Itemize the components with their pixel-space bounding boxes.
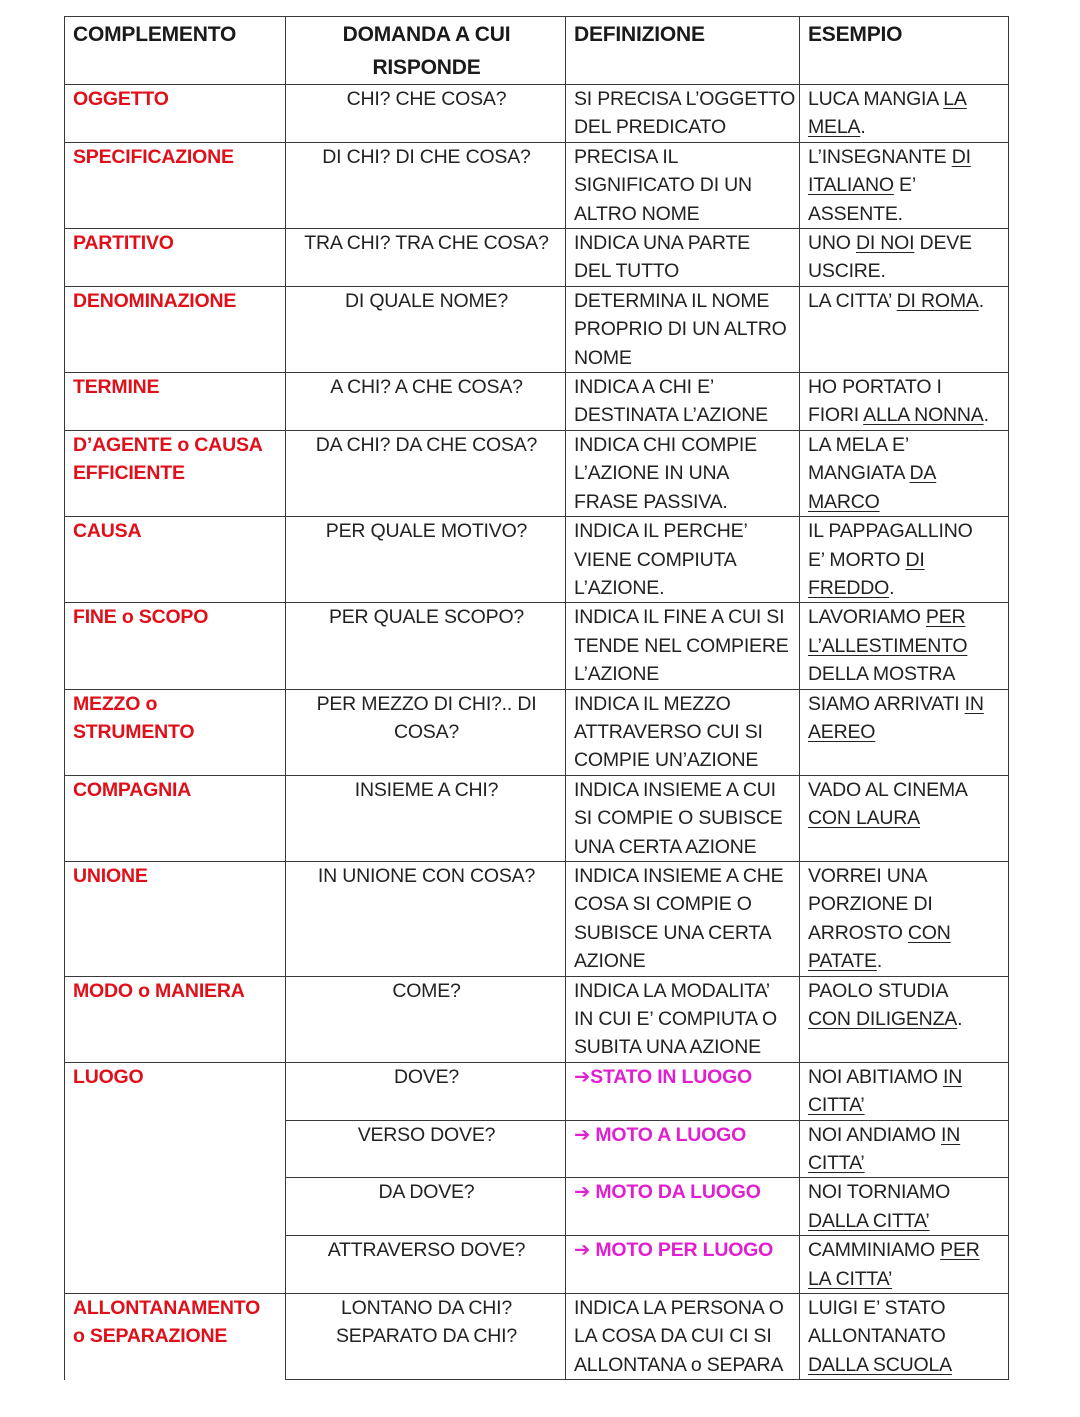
example-line xyxy=(808,546,1002,574)
luogo-type-label: ➔ MOTO A LUOGO xyxy=(574,1123,747,1146)
question-cell xyxy=(286,85,566,143)
example-text: . xyxy=(978,289,984,312)
example-highlight: PER xyxy=(925,606,966,629)
example-cell xyxy=(800,689,1009,775)
complement-name-line: DENOMINAZIONE xyxy=(73,289,237,312)
example-line xyxy=(808,1091,1002,1119)
example-highlight: LA xyxy=(943,88,967,110)
example-line xyxy=(808,200,1002,228)
example-text: LUCA MANGIA xyxy=(808,88,944,110)
question-line: DI CHI? DI CHE COSA? xyxy=(322,145,531,168)
example-line xyxy=(808,257,1002,285)
complement-name xyxy=(65,603,286,689)
question-cell xyxy=(286,229,566,287)
example-text: LA MELA E’ xyxy=(808,433,909,456)
question-line: INSIEME A CHI? xyxy=(354,778,499,801)
definition-cell xyxy=(566,1294,800,1380)
definition-cell xyxy=(566,1178,800,1236)
question-line: IN UNIONE CON COSA? xyxy=(317,864,536,887)
example-line xyxy=(808,1236,1002,1264)
example-highlight: DI xyxy=(951,145,971,168)
complementi-table xyxy=(64,16,1009,1380)
question-cell xyxy=(286,976,566,1062)
definition-line: ATTRAVERSO CUI SI xyxy=(574,720,763,743)
definition-line: DEL TUTTO xyxy=(574,260,680,283)
definition-cell xyxy=(566,517,800,603)
definition-cell xyxy=(566,373,800,431)
complement-name-line: SPECIFICAZIONE xyxy=(73,145,234,168)
example-text: E’ xyxy=(893,174,916,197)
complement-name-line: OGGETTO xyxy=(73,88,169,110)
example-line xyxy=(808,171,1002,199)
definition-cell xyxy=(566,775,800,861)
complement-name-luogo xyxy=(65,1062,286,1293)
definition-cell xyxy=(566,603,800,689)
table-row-luogo xyxy=(65,1062,1009,1120)
example-text: UNO xyxy=(808,232,856,255)
complement-name-line: o SEPARAZIONE xyxy=(73,1325,228,1348)
definition-line: INDICA INSIEME A CUI xyxy=(574,778,776,801)
example-highlight: CON xyxy=(907,921,951,944)
question-line: TRA CHI? TRA CHE COSA? xyxy=(304,232,549,255)
definition-line: PROPRIO DI UN ALTRO xyxy=(574,318,787,341)
definition-line: INDICA IL MEZZO xyxy=(574,692,731,715)
example-cell xyxy=(800,1178,1009,1236)
example-line xyxy=(808,287,1002,315)
complement-name-line: D’AGENTE o CAUSA xyxy=(73,433,263,456)
complement-name xyxy=(65,517,286,603)
header-complemento: COMPLEMENTO xyxy=(65,17,286,85)
table-row xyxy=(65,517,1009,603)
example-highlight: AEREO xyxy=(808,720,876,743)
question-line: PER QUALE SCOPO? xyxy=(328,606,525,629)
question-line: A CHI? A CHE COSA? xyxy=(330,376,523,399)
example-highlight: CON DILIGENZA xyxy=(808,1008,958,1030)
definition-line: INDICA IL FINE A CUI SI xyxy=(574,606,785,629)
example-line xyxy=(808,1322,1002,1350)
example-cell xyxy=(800,517,1009,603)
example-line xyxy=(808,488,1002,516)
example-text: . xyxy=(860,116,866,139)
definition-cell xyxy=(566,976,800,1062)
complement-name xyxy=(65,373,286,431)
example-line xyxy=(808,1351,1002,1379)
example-text: LAVORIAMO xyxy=(808,606,926,629)
example-cell xyxy=(800,85,1009,143)
definition-line: INDICA CHI COMPIE xyxy=(574,433,757,456)
example-highlight: DI xyxy=(905,548,925,571)
question-cell xyxy=(286,603,566,689)
example-line xyxy=(808,574,1002,602)
question-cell xyxy=(286,861,566,976)
complement-name-line: MODO o MANIERA xyxy=(73,979,245,1002)
table-row xyxy=(65,689,1009,775)
complement-name-line: PARTITIVO xyxy=(73,232,174,255)
question-cell xyxy=(286,1178,566,1236)
example-line xyxy=(808,1121,1002,1149)
definition-line: UNA CERTA AZIONE xyxy=(574,835,757,858)
example-highlight: DA xyxy=(909,462,937,485)
table-row xyxy=(65,976,1009,1062)
question-cell xyxy=(286,373,566,431)
example-text: . xyxy=(889,576,895,599)
example-text: . xyxy=(957,1008,963,1030)
complement-name-line: COMPAGNIA xyxy=(73,778,192,801)
complement-name-line: TERMINE xyxy=(73,376,160,399)
question-line: DI QUALE NOME? xyxy=(345,289,508,312)
example-cell xyxy=(800,430,1009,516)
definition-line: IN CUI E’ COMPIUTA O xyxy=(574,1008,777,1030)
definition-line: NOME xyxy=(574,346,632,369)
definition-line: SUBITA UNA AZIONE xyxy=(574,1036,761,1059)
example-highlight: FREDDO xyxy=(808,576,890,599)
question-cell xyxy=(286,1236,566,1294)
definition-line: INDICA INSIEME A CHE xyxy=(574,864,784,887)
question-cell xyxy=(286,775,566,861)
example-line xyxy=(808,431,1002,459)
question-cell xyxy=(286,142,566,228)
header-row xyxy=(65,17,1009,85)
example-text: ALLONTANATO xyxy=(808,1325,946,1348)
example-line xyxy=(808,718,1002,746)
example-line xyxy=(808,459,1002,487)
definition-line: AZIONE xyxy=(574,950,646,973)
question-line: PER MEZZO DI CHI?.. DI xyxy=(316,692,537,715)
example-cell xyxy=(800,286,1009,372)
question-line: DOVE? xyxy=(393,1065,460,1088)
example-highlight: CITTA’ xyxy=(808,1152,865,1175)
example-highlight: ITALIANO xyxy=(808,174,894,197)
example-highlight: IN xyxy=(941,1123,961,1146)
complement-name xyxy=(65,1294,286,1380)
example-line xyxy=(808,85,1002,113)
example-cell xyxy=(800,861,1009,976)
definition-cell xyxy=(566,286,800,372)
definition-line: L’AZIONE IN UNA xyxy=(574,462,730,485)
luogo-type-label: ➔ MOTO DA LUOGO xyxy=(574,1181,761,1204)
complement-name xyxy=(65,142,286,228)
example-text: SIAMO ARRIVATI xyxy=(808,692,965,715)
header-domanda xyxy=(286,17,566,85)
definition-line: INDICA IL PERCHE’ xyxy=(574,520,748,543)
definition-line: TENDE NEL COMPIERE xyxy=(574,634,789,657)
example-line xyxy=(808,690,1002,718)
example-line xyxy=(808,517,1002,545)
example-cell xyxy=(800,1294,1009,1380)
question-cell xyxy=(286,689,566,775)
example-text: L’INSEGNANTE xyxy=(808,145,952,168)
definition-line: VIENE COMPIUTA xyxy=(574,548,737,571)
table-row xyxy=(65,775,1009,861)
example-text: . xyxy=(983,404,989,427)
example-line xyxy=(808,401,1002,429)
table-row xyxy=(65,1294,1009,1380)
table-row xyxy=(65,430,1009,516)
example-text: DEVE xyxy=(914,232,972,255)
example-text: . xyxy=(876,950,883,973)
definition-line: INDICA A CHI E’ xyxy=(574,376,715,399)
complement-name-line: LUOGO xyxy=(73,1065,144,1088)
definition-line: INDICA LA MODALITA’ xyxy=(574,979,770,1002)
definition-line: L’AZIONE xyxy=(574,663,660,686)
definition-line: DEL PREDICATO xyxy=(574,116,726,139)
example-line xyxy=(808,1005,1002,1033)
example-highlight: DI ROMA xyxy=(896,289,979,312)
example-text: LUIGI E’ STATO xyxy=(808,1297,946,1320)
definition-cell xyxy=(566,430,800,516)
table-row xyxy=(65,142,1009,228)
definition-line: L’AZIONE. xyxy=(574,576,665,599)
definition-line: COSA SI COMPIE O xyxy=(574,893,752,916)
example-highlight: LA CITTA’ xyxy=(808,1267,893,1290)
definition-cell xyxy=(566,861,800,976)
luogo-type-label: ➔STATO IN LUOGO xyxy=(574,1065,753,1088)
table-row xyxy=(65,85,1009,143)
example-cell xyxy=(800,1062,1009,1120)
question-line: SEPARATO DA CHI? xyxy=(335,1325,518,1348)
example-text: NOI ANDIAMO xyxy=(808,1123,942,1146)
example-line xyxy=(808,919,1002,947)
table-body xyxy=(65,17,1009,1380)
table-row xyxy=(65,373,1009,431)
example-line xyxy=(808,1294,1002,1322)
complement-name-line: STRUMENTO xyxy=(73,720,195,743)
luogo-type-label: ➔ MOTO PER LUOGO xyxy=(574,1239,774,1262)
definition-cell xyxy=(566,1062,800,1120)
example-highlight: ALLA NONNA xyxy=(863,404,984,427)
complement-name xyxy=(65,861,286,976)
example-line xyxy=(808,373,1002,401)
question-cell xyxy=(286,1294,566,1380)
complement-name xyxy=(65,430,286,516)
question-cell xyxy=(286,1062,566,1120)
definition-line: PRECISA IL xyxy=(574,145,679,168)
definition-cell xyxy=(566,1236,800,1294)
example-highlight: DI NOI xyxy=(855,232,915,255)
definition-cell xyxy=(566,85,800,143)
complement-name-line: UNIONE xyxy=(73,864,148,887)
example-cell xyxy=(800,142,1009,228)
example-line xyxy=(808,1265,1002,1293)
definition-line: SUBISCE UNA CERTA xyxy=(574,921,772,944)
example-highlight: PATATE xyxy=(808,950,877,973)
example-line xyxy=(808,143,1002,171)
question-line: PER QUALE MOTIVO? xyxy=(325,520,528,543)
example-line xyxy=(808,977,1002,1005)
example-text: FIORI xyxy=(808,404,864,427)
complement-name xyxy=(65,286,286,372)
question-line: DA CHI? DA CHE COSA? xyxy=(315,433,538,456)
example-line xyxy=(808,804,1002,832)
example-line xyxy=(808,603,1002,631)
example-highlight: PER xyxy=(940,1239,980,1262)
complement-name xyxy=(65,775,286,861)
complement-name-line: CAUSA xyxy=(73,520,142,543)
example-highlight: CON LAURA xyxy=(808,807,920,830)
question-cell xyxy=(286,1120,566,1178)
header-definizione: DEFINIZIONE xyxy=(566,17,800,85)
example-cell xyxy=(800,775,1009,861)
question-cell xyxy=(286,430,566,516)
table-row xyxy=(65,861,1009,976)
header-esempio: ESEMPIO xyxy=(800,17,1009,85)
example-highlight: DALLA SCUOLA xyxy=(808,1353,952,1376)
header-domanda-line: RISPONDE xyxy=(372,56,481,79)
definition-line: DETERMINA IL NOME xyxy=(574,289,770,312)
example-line xyxy=(808,113,1002,141)
example-cell xyxy=(800,373,1009,431)
example-highlight: MELA xyxy=(808,116,861,139)
question-line: ATTRAVERSO DOVE? xyxy=(327,1239,526,1262)
example-line xyxy=(808,890,1002,918)
example-line xyxy=(808,632,1002,660)
example-text: ARROSTO xyxy=(808,921,908,944)
example-text: PAOLO STUDIA xyxy=(808,979,949,1002)
question-line: DA DOVE? xyxy=(378,1181,475,1204)
complement-name xyxy=(65,689,286,775)
complement-name-line: FINE o SCOPO xyxy=(73,606,209,629)
definition-line: SI COMPIE O SUBISCE xyxy=(574,807,783,830)
definition-line: ALTRO NOME xyxy=(574,202,700,225)
example-cell xyxy=(800,976,1009,1062)
complement-name xyxy=(65,85,286,143)
complement-name xyxy=(65,976,286,1062)
example-line xyxy=(808,660,1002,688)
example-line xyxy=(808,1149,1002,1177)
example-text: LA CITTA’ xyxy=(808,289,897,312)
complement-name-line: ALLONTANAMENTO xyxy=(73,1297,261,1320)
question-line: COME? xyxy=(392,979,461,1002)
example-line xyxy=(808,1207,1002,1235)
example-text: VORREI UNA xyxy=(808,864,928,887)
definition-line: DESTINATA L’AZIONE xyxy=(574,404,768,427)
example-text: VADO AL CINEMA xyxy=(808,778,968,801)
question-line: COSA? xyxy=(393,720,460,743)
example-highlight: MARCO xyxy=(808,490,880,513)
table-row xyxy=(65,229,1009,287)
example-cell xyxy=(800,1120,1009,1178)
definition-cell xyxy=(566,229,800,287)
example-text: DELLA MOSTRA xyxy=(808,663,956,686)
definition-line: LA COSA DA CUI CI SI xyxy=(574,1325,772,1348)
definition-line: INDICA LA PERSONA O xyxy=(574,1297,784,1320)
example-text: E’ MORTO xyxy=(808,548,906,571)
example-cell xyxy=(800,229,1009,287)
example-highlight: L’ALLESTIMENTO xyxy=(808,634,968,657)
example-text: CAMMINIAMO xyxy=(808,1239,941,1262)
question-line: CHI? CHE COSA? xyxy=(346,88,507,110)
example-text: HO PORTATO I xyxy=(808,376,942,399)
example-text: NOI TORNIAMO xyxy=(808,1181,951,1204)
definition-cell xyxy=(566,1120,800,1178)
definition-line: COMPIE UN’AZIONE xyxy=(574,749,759,772)
table-row xyxy=(65,603,1009,689)
complement-name-line: MEZZO o xyxy=(73,692,158,715)
example-text: USCIRE. xyxy=(808,260,886,283)
example-cell xyxy=(800,1236,1009,1294)
definition-line: FRASE PASSIVA. xyxy=(574,490,728,513)
example-line xyxy=(808,1178,1002,1206)
definition-line: SIGNIFICATO DI UN xyxy=(574,174,752,197)
example-highlight: IN xyxy=(943,1065,963,1088)
example-highlight: IN xyxy=(964,692,984,715)
example-line xyxy=(808,947,1002,975)
definition-cell xyxy=(566,142,800,228)
question-line: VERSO DOVE? xyxy=(357,1123,496,1146)
example-highlight: CITTA’ xyxy=(808,1094,865,1117)
table-row xyxy=(65,286,1009,372)
example-text: MANGIATA xyxy=(808,462,910,485)
example-text: ASSENTE. xyxy=(808,202,903,225)
example-line xyxy=(808,229,1002,257)
example-line xyxy=(808,776,1002,804)
example-line xyxy=(808,1063,1002,1091)
definition-cell xyxy=(566,689,800,775)
example-text: PORZIONE DI xyxy=(808,893,933,916)
example-text: NOI ABITIAMO xyxy=(808,1065,944,1088)
question-cell xyxy=(286,286,566,372)
complement-name xyxy=(65,229,286,287)
complement-name-line: EFFICIENTE xyxy=(73,462,185,485)
question-line: LONTANO DA CHI? xyxy=(340,1297,513,1320)
example-line xyxy=(808,862,1002,890)
example-highlight: DALLA CITTA’ xyxy=(808,1209,930,1232)
definition-line: SI PRECISA L’OGGETTO xyxy=(574,88,796,110)
definition-line: ALLONTANA o SEPARA xyxy=(574,1353,784,1376)
question-cell xyxy=(286,517,566,603)
header-domanda-line: DOMANDA A CUI xyxy=(342,23,511,46)
example-cell xyxy=(800,603,1009,689)
example-text: IL PAPPAGALLINO xyxy=(808,520,973,543)
definition-line: INDICA UNA PARTE xyxy=(574,232,750,255)
